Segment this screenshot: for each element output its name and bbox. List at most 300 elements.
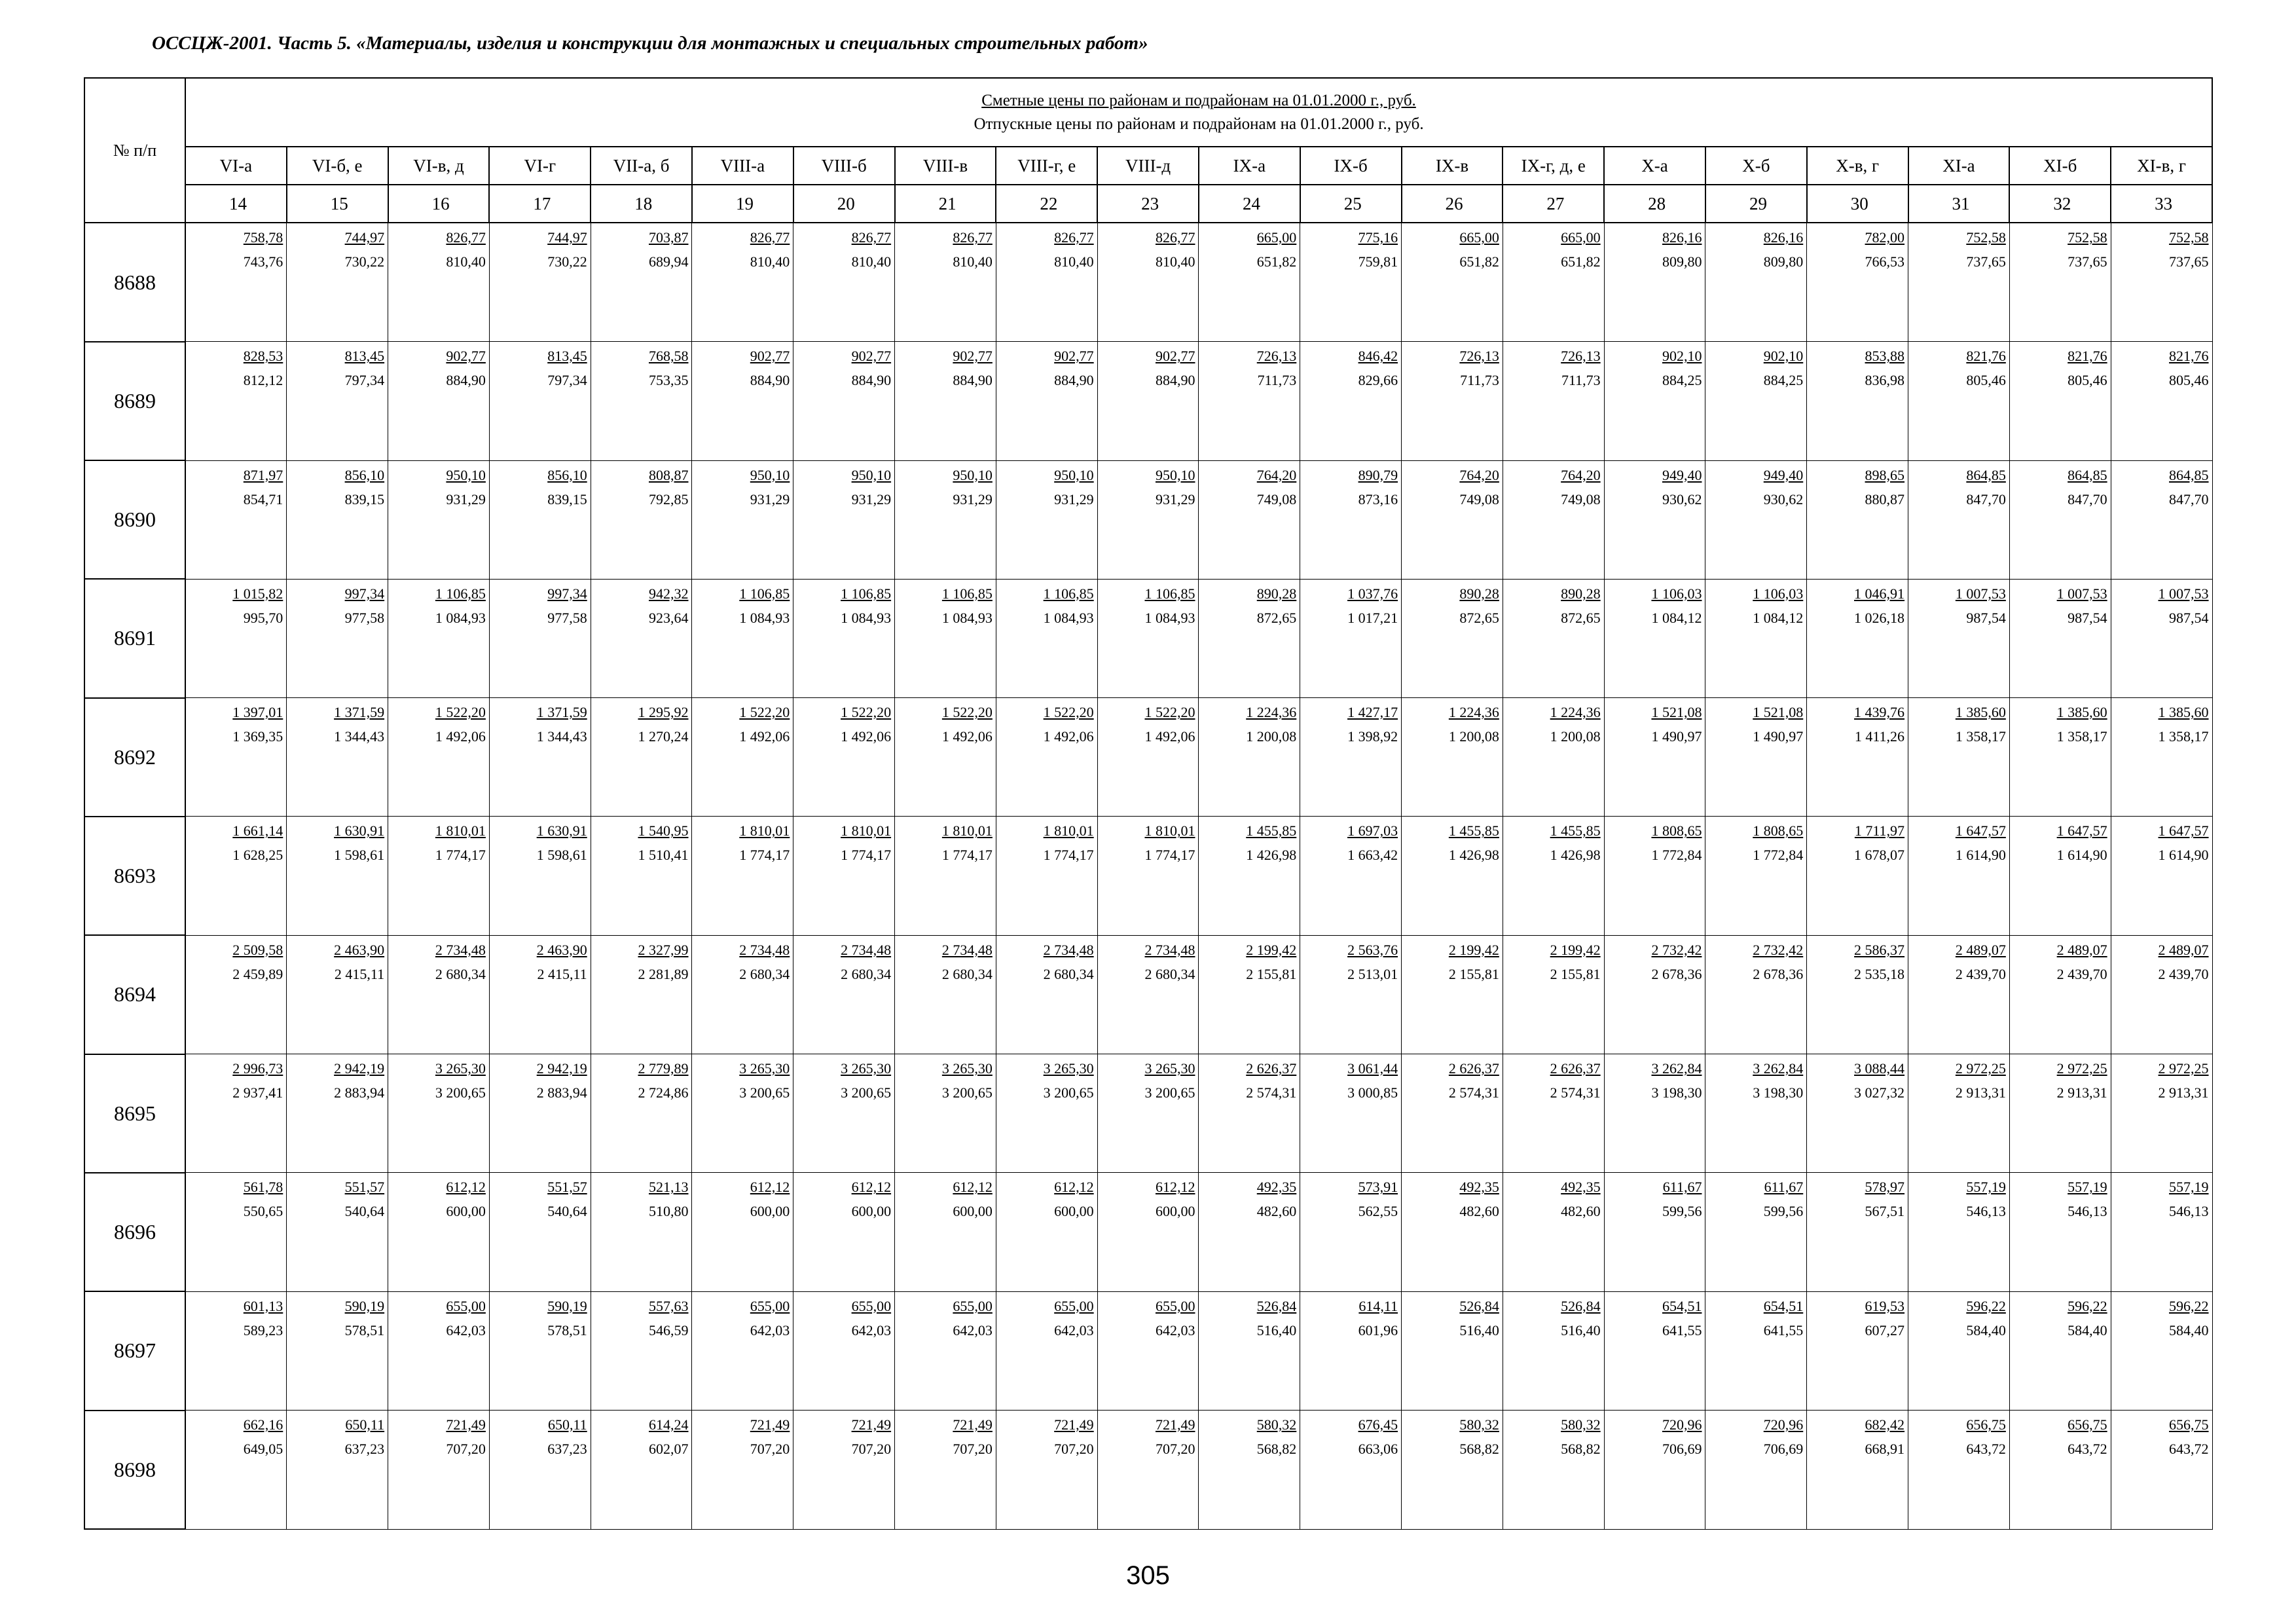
release-price: 2 724,86 — [638, 1084, 689, 1101]
price-cell — [591, 460, 692, 579]
row-id: 8697 — [84, 1291, 185, 1410]
estimate-price: 601,13 — [243, 1297, 283, 1314]
price-cell — [1604, 579, 1705, 697]
price-cell — [287, 342, 388, 460]
estimate-price: 656,75 — [2068, 1416, 2107, 1433]
price-cell — [1402, 460, 1503, 579]
price-cell — [1503, 1411, 1604, 1530]
price-cell — [996, 1411, 1097, 1530]
release-price: 516,40 — [1561, 1321, 1601, 1338]
release-price: 1 492,06 — [941, 728, 993, 745]
release-price: 706,69 — [1763, 1441, 1804, 1457]
release-price: 3 200,65 — [435, 1084, 486, 1101]
estimate-price: 619,53 — [1865, 1297, 1905, 1314]
price-cell — [388, 579, 490, 697]
estimate-price: 2 199,42 — [1448, 941, 1499, 958]
estimate-price: 826,77 — [750, 229, 790, 246]
price-cell — [185, 1411, 287, 1530]
row-id: 8696 — [84, 1173, 185, 1291]
estimate-price: 1 540,95 — [638, 822, 689, 840]
release-price: 642,03 — [851, 1321, 892, 1338]
release-price: 482,60 — [1256, 1203, 1297, 1220]
price-cell — [2009, 1054, 2111, 1173]
estimate-price: 752,58 — [2068, 229, 2107, 246]
price-cell — [1097, 223, 1199, 341]
release-price: 1 774,17 — [739, 847, 790, 864]
estimate-price: 2 732,42 — [1753, 941, 1804, 958]
price-cell — [1807, 1054, 1908, 1173]
estimate-price: 775,16 — [1358, 229, 1398, 246]
price-cell — [2009, 1291, 2111, 1410]
estimate-price: 942,32 — [648, 585, 689, 602]
release-price: 987,54 — [1966, 609, 2006, 626]
price-cell — [2111, 460, 2212, 579]
release-price: 567,51 — [1865, 1203, 1905, 1220]
price-cell — [388, 342, 490, 460]
release-price: 482,60 — [1459, 1203, 1499, 1220]
release-price: 2 415,11 — [537, 965, 587, 982]
estimate-price: 950,10 — [750, 466, 790, 483]
estimate-price: 665,00 — [1256, 229, 1297, 246]
row-id: 8690 — [84, 460, 185, 579]
estimate-price: 1 106,03 — [1753, 585, 1804, 602]
release-price: 651,82 — [1459, 253, 1499, 270]
release-price: 884,90 — [851, 372, 892, 389]
price-cell — [489, 579, 591, 697]
price-cell — [489, 1054, 591, 1173]
table-row — [84, 817, 2212, 935]
release-price: 1 774,17 — [941, 847, 993, 864]
price-cell — [692, 1291, 793, 1410]
price-cell — [996, 1291, 1097, 1410]
estimate-price: 2 734,48 — [1144, 941, 1195, 958]
estimate-price: 758,78 — [243, 229, 283, 246]
price-cell — [1807, 935, 1908, 1054]
column-number: 29 — [1705, 185, 1807, 223]
estimate-price: 826,77 — [953, 229, 993, 246]
release-price: 1 772,84 — [1753, 847, 1804, 864]
price-cell — [1908, 817, 2010, 935]
price-cell — [895, 1411, 996, 1530]
table-row — [84, 223, 2212, 341]
release-price: 749,08 — [1561, 490, 1601, 507]
price-cell — [1300, 460, 1402, 579]
release-price: 2 155,81 — [1448, 965, 1499, 982]
price-cell — [591, 1054, 692, 1173]
release-price: 1 598,61 — [536, 847, 587, 864]
release-price: 847,70 — [1966, 490, 2006, 507]
price-cell — [388, 1291, 490, 1410]
price-cell — [1807, 223, 1908, 341]
release-price: 810,40 — [1155, 253, 1195, 270]
estimate-price: 826,77 — [1054, 229, 1094, 246]
region-header: VI-a — [185, 147, 287, 185]
price-cell — [1199, 1054, 1300, 1173]
estimate-price: 612,12 — [1054, 1179, 1094, 1196]
estimate-price: 2 734,48 — [739, 941, 790, 958]
release-price: 3 200,65 — [739, 1084, 790, 1101]
price-cell — [185, 698, 287, 817]
column-number: 32 — [2009, 185, 2111, 223]
release-price: 600,00 — [1155, 1203, 1195, 1220]
table-row — [84, 935, 2212, 1054]
price-cell — [1199, 1291, 1300, 1410]
price-cell — [1199, 342, 1300, 460]
release-price: 1 426,98 — [1246, 847, 1297, 864]
price-cell — [2009, 223, 2111, 341]
estimate-price: 721,49 — [851, 1416, 892, 1433]
estimate-price: 1 521,08 — [1753, 704, 1804, 721]
price-cell — [1402, 698, 1503, 817]
release-price: 1 344,43 — [334, 728, 385, 745]
release-price: 1 492,06 — [739, 728, 790, 745]
release-price: 987,54 — [2068, 609, 2107, 626]
estimate-price: 726,13 — [1561, 348, 1601, 365]
estimate-price: 596,22 — [1966, 1297, 2006, 1314]
release-price: 2 574,31 — [1448, 1084, 1499, 1101]
price-cell — [388, 1173, 490, 1291]
release-price: 2 680,34 — [941, 965, 993, 982]
price-cell — [1705, 1173, 1807, 1291]
region-header: X-б — [1705, 147, 1807, 185]
estimate-price: 1 427,17 — [1347, 704, 1398, 721]
release-price: 711,73 — [1561, 372, 1601, 389]
estimate-price: 1 522,20 — [941, 704, 993, 721]
estimate-price: 726,13 — [1256, 348, 1297, 365]
release-price: 1 358,17 — [1955, 728, 2006, 745]
release-price: 3 200,65 — [841, 1084, 892, 1101]
price-cell — [185, 935, 287, 1054]
price-cell — [1908, 579, 2010, 697]
release-price: 643,72 — [1966, 1441, 2006, 1457]
estimate-price: 3 262,84 — [1753, 1060, 1804, 1077]
price-cell — [692, 1054, 793, 1173]
price-cell — [895, 1173, 996, 1291]
estimate-price: 526,84 — [1256, 1297, 1297, 1314]
price-cell — [793, 342, 895, 460]
estimate-price: 826,16 — [1763, 229, 1804, 246]
release-price: 578,51 — [344, 1321, 385, 1338]
release-price: 809,80 — [1763, 253, 1804, 270]
release-price: 599,56 — [1763, 1203, 1804, 1220]
price-cell — [185, 1291, 287, 1410]
estimate-price: 1 455,85 — [1550, 822, 1601, 840]
estimate-price: 2 734,48 — [1043, 941, 1094, 958]
release-price: 753,35 — [648, 372, 689, 389]
estimate-price: 655,00 — [953, 1297, 993, 1314]
estimate-price: 580,32 — [1561, 1416, 1601, 1433]
price-cell — [1097, 1054, 1199, 1173]
estimate-price: 1 647,57 — [2056, 822, 2107, 840]
estimate-price: 856,10 — [547, 466, 587, 483]
estimate-price: 492,35 — [1561, 1179, 1601, 1196]
estimate-price: 950,10 — [1155, 466, 1195, 483]
price-cell — [1503, 579, 1604, 697]
price-cell — [1402, 1411, 1503, 1530]
row-number-header: № п/п — [84, 78, 185, 223]
release-price: 1 398,92 — [1347, 728, 1398, 745]
price-cell — [2009, 698, 2111, 817]
price-cell — [1604, 460, 1705, 579]
region-header: VIII-в — [895, 147, 996, 185]
estimate-price: 826,77 — [446, 229, 486, 246]
price-cell — [1705, 817, 1807, 935]
estimate-price: 1 371,59 — [334, 704, 385, 721]
estimate-price: 2 972,25 — [1955, 1060, 2006, 1077]
price-cell — [996, 223, 1097, 341]
release-price: 568,82 — [1459, 1441, 1499, 1457]
release-price: 1 774,17 — [841, 847, 892, 864]
column-number: 27 — [1503, 185, 1604, 223]
release-price: 589,23 — [243, 1321, 283, 1338]
price-cell — [1503, 1291, 1604, 1410]
estimate-price: 890,79 — [1358, 466, 1398, 483]
column-number: 31 — [1908, 185, 2010, 223]
release-price: 540,64 — [547, 1203, 587, 1220]
price-cell — [1604, 223, 1705, 341]
price-cell — [388, 223, 490, 341]
price-cell — [2009, 460, 2111, 579]
estimate-price: 2 489,07 — [1955, 941, 2006, 958]
price-cell — [692, 460, 793, 579]
release-price: 995,70 — [243, 609, 283, 626]
estimate-price: 1 007,53 — [2056, 585, 2107, 602]
release-price: 600,00 — [750, 1203, 790, 1220]
price-cell — [1908, 1054, 2010, 1173]
release-price: 1 017,21 — [1347, 609, 1398, 626]
release-price: 797,34 — [547, 372, 587, 389]
price-cell — [1402, 223, 1503, 341]
release-price: 884,90 — [1054, 372, 1094, 389]
release-price: 3 198,30 — [1651, 1084, 1702, 1101]
price-cell — [1807, 698, 1908, 817]
estimate-price: 573,91 — [1358, 1179, 1398, 1196]
release-price: 884,90 — [953, 372, 993, 389]
region-header: VIII-г, е — [996, 147, 1097, 185]
price-cell — [591, 1411, 692, 1530]
release-price: 2 439,70 — [2158, 965, 2209, 982]
price-cell — [1908, 935, 2010, 1054]
price-cell — [1300, 342, 1402, 460]
price-cell — [1908, 1173, 2010, 1291]
estimate-price: 826,77 — [851, 229, 892, 246]
price-cell — [1402, 1054, 1503, 1173]
estimate-price: 3 265,30 — [941, 1060, 993, 1077]
price-cell — [1604, 1173, 1705, 1291]
price-cell — [1705, 460, 1807, 579]
estimate-price: 1 630,91 — [536, 822, 587, 840]
estimate-price: 656,75 — [2169, 1416, 2209, 1433]
estimate-price: 1 808,65 — [1753, 822, 1804, 840]
release-price: 884,90 — [1155, 372, 1195, 389]
estimate-price: 590,19 — [344, 1297, 385, 1314]
estimate-price: 2 734,48 — [941, 941, 993, 958]
release-price: 1 084,12 — [1651, 609, 1702, 626]
release-price: 809,80 — [1662, 253, 1702, 270]
release-price: 2 678,36 — [1753, 965, 1804, 982]
release-price: 2 680,34 — [841, 965, 892, 982]
price-cell — [895, 698, 996, 817]
estimate-price: 813,45 — [344, 348, 385, 365]
estimate-price: 949,40 — [1662, 466, 1702, 483]
estimate-price: 1 810,01 — [435, 822, 486, 840]
price-cell — [2111, 817, 2212, 935]
estimate-price: 744,97 — [344, 229, 385, 246]
price-cell — [1807, 1291, 1908, 1410]
price-cell — [1300, 579, 1402, 697]
table-row — [84, 1054, 2212, 1173]
estimate-price: 1 106,85 — [435, 585, 486, 602]
price-cell — [1807, 817, 1908, 935]
price-cell — [793, 1054, 895, 1173]
region-header: XI-в, г — [2111, 147, 2212, 185]
release-price: 2 535,18 — [1854, 965, 1905, 982]
release-price: 1 084,93 — [1043, 609, 1094, 626]
estimate-price: 3 265,30 — [435, 1060, 486, 1077]
price-cell — [1705, 935, 1807, 1054]
release-price: 3 198,30 — [1753, 1084, 1804, 1101]
price-cell — [1705, 1411, 1807, 1530]
release-price: 568,82 — [1256, 1441, 1297, 1457]
release-price: 1 270,24 — [638, 728, 689, 745]
price-cell — [1604, 342, 1705, 460]
release-price: 637,23 — [547, 1441, 587, 1457]
estimate-price: 1 371,59 — [536, 704, 587, 721]
release-price: 1 084,93 — [739, 609, 790, 626]
estimate-price: 655,00 — [750, 1297, 790, 1314]
release-price: 1 200,08 — [1246, 728, 1297, 745]
estimate-price: 902,10 — [1662, 348, 1702, 365]
release-price: 1 678,07 — [1854, 847, 1905, 864]
release-price: 839,15 — [344, 490, 385, 507]
release-price: 810,40 — [750, 253, 790, 270]
price-cell — [1300, 1411, 1402, 1530]
price-cell — [1807, 1173, 1908, 1291]
release-price: 810,40 — [446, 253, 486, 270]
release-price: 1 344,43 — [536, 728, 587, 745]
region-header: VII-а, б — [591, 147, 692, 185]
estimate-price: 655,00 — [446, 1297, 486, 1314]
release-price: 2 913,31 — [2158, 1084, 2209, 1101]
release-price: 1 492,06 — [435, 728, 486, 745]
estimate-price: 902,77 — [953, 348, 993, 365]
estimate-price: 864,85 — [1966, 466, 2006, 483]
estimate-price: 1 661,14 — [232, 822, 283, 840]
price-cell — [1604, 698, 1705, 817]
price-cell — [1705, 1291, 1807, 1410]
estimate-price: 1 007,53 — [1955, 585, 2006, 602]
price-cell — [1300, 223, 1402, 341]
price-cell — [489, 1173, 591, 1291]
release-price: 1 490,97 — [1651, 728, 1702, 745]
estimate-price: 1 106,85 — [739, 585, 790, 602]
release-price: 847,70 — [2169, 490, 2209, 507]
release-price: 2 937,41 — [232, 1084, 283, 1101]
price-cell — [1097, 817, 1199, 935]
release-price: 599,56 — [1662, 1203, 1702, 1220]
price-cell — [996, 1173, 1097, 1291]
estimate-price: 580,32 — [1459, 1416, 1499, 1433]
price-cell — [1604, 1291, 1705, 1410]
price-cell — [1402, 1173, 1503, 1291]
price-cell — [287, 223, 388, 341]
estimate-price: 1 106,03 — [1651, 585, 1702, 602]
estimate-price: 655,00 — [1054, 1297, 1094, 1314]
price-cell — [1807, 1411, 1908, 1530]
column-number: 20 — [793, 185, 895, 223]
column-number: 28 — [1604, 185, 1705, 223]
price-cell — [692, 1411, 793, 1530]
release-price: 2 439,70 — [2056, 965, 2107, 982]
release-price: 730,22 — [547, 253, 587, 270]
price-cell — [185, 579, 287, 697]
release-price: 3 200,65 — [941, 1084, 993, 1101]
price-cell — [895, 223, 996, 341]
row-id: 8692 — [84, 698, 185, 817]
table-row — [84, 1411, 2212, 1530]
release-price: 602,07 — [648, 1441, 689, 1457]
row-id: 8695 — [84, 1054, 185, 1173]
price-cell — [2009, 935, 2111, 1054]
release-price: 977,58 — [547, 609, 587, 626]
price-cell — [1199, 1173, 1300, 1291]
price-cell — [2009, 1173, 2111, 1291]
price-cell — [1199, 698, 1300, 817]
release-price: 642,03 — [953, 1321, 993, 1338]
price-cell — [692, 698, 793, 817]
release-price: 642,03 — [1054, 1321, 1094, 1338]
release-price: 810,40 — [953, 253, 993, 270]
estimate-price: 1 015,82 — [232, 585, 283, 602]
estimate-price: 1 522,20 — [739, 704, 790, 721]
release-price: 1 426,98 — [1448, 847, 1499, 864]
estimate-price: 526,84 — [1561, 1297, 1601, 1314]
release-price: 872,65 — [1459, 609, 1499, 626]
estimate-price: 2 779,89 — [638, 1060, 689, 1077]
release-price: 550,65 — [243, 1203, 283, 1220]
release-price: 2 574,31 — [1246, 1084, 1297, 1101]
release-price: 931,29 — [1054, 490, 1094, 507]
estimate-price: 782,00 — [1865, 229, 1905, 246]
release-price: 600,00 — [953, 1203, 993, 1220]
row-id: 8688 — [84, 223, 185, 341]
price-cell — [1300, 1291, 1402, 1410]
release-price: 2 883,94 — [334, 1084, 385, 1101]
estimate-price: 703,87 — [648, 229, 689, 246]
estimate-price: 654,51 — [1763, 1297, 1804, 1314]
release-price: 482,60 — [1561, 1203, 1601, 1220]
price-cell — [996, 342, 1097, 460]
price-cell — [692, 817, 793, 935]
table-row — [84, 698, 2212, 817]
region-header: VIII-д — [1097, 147, 1199, 185]
price-cell — [2009, 342, 2111, 460]
release-price: 641,55 — [1763, 1321, 1804, 1338]
price-cell — [2111, 1054, 2212, 1173]
release-price: 651,82 — [1256, 253, 1297, 270]
estimate-price: 3 061,44 — [1347, 1060, 1398, 1077]
release-price: 540,64 — [344, 1203, 385, 1220]
release-price: 546,13 — [2068, 1203, 2107, 1220]
estimate-price: 902,77 — [851, 348, 892, 365]
price-cell — [1402, 935, 1503, 1054]
price-cell — [591, 1173, 692, 1291]
estimate-price: 1 295,92 — [638, 704, 689, 721]
price-cell — [1807, 342, 1908, 460]
price-cell — [388, 1411, 490, 1530]
price-cell — [287, 935, 388, 1054]
column-number-row — [84, 185, 2212, 223]
